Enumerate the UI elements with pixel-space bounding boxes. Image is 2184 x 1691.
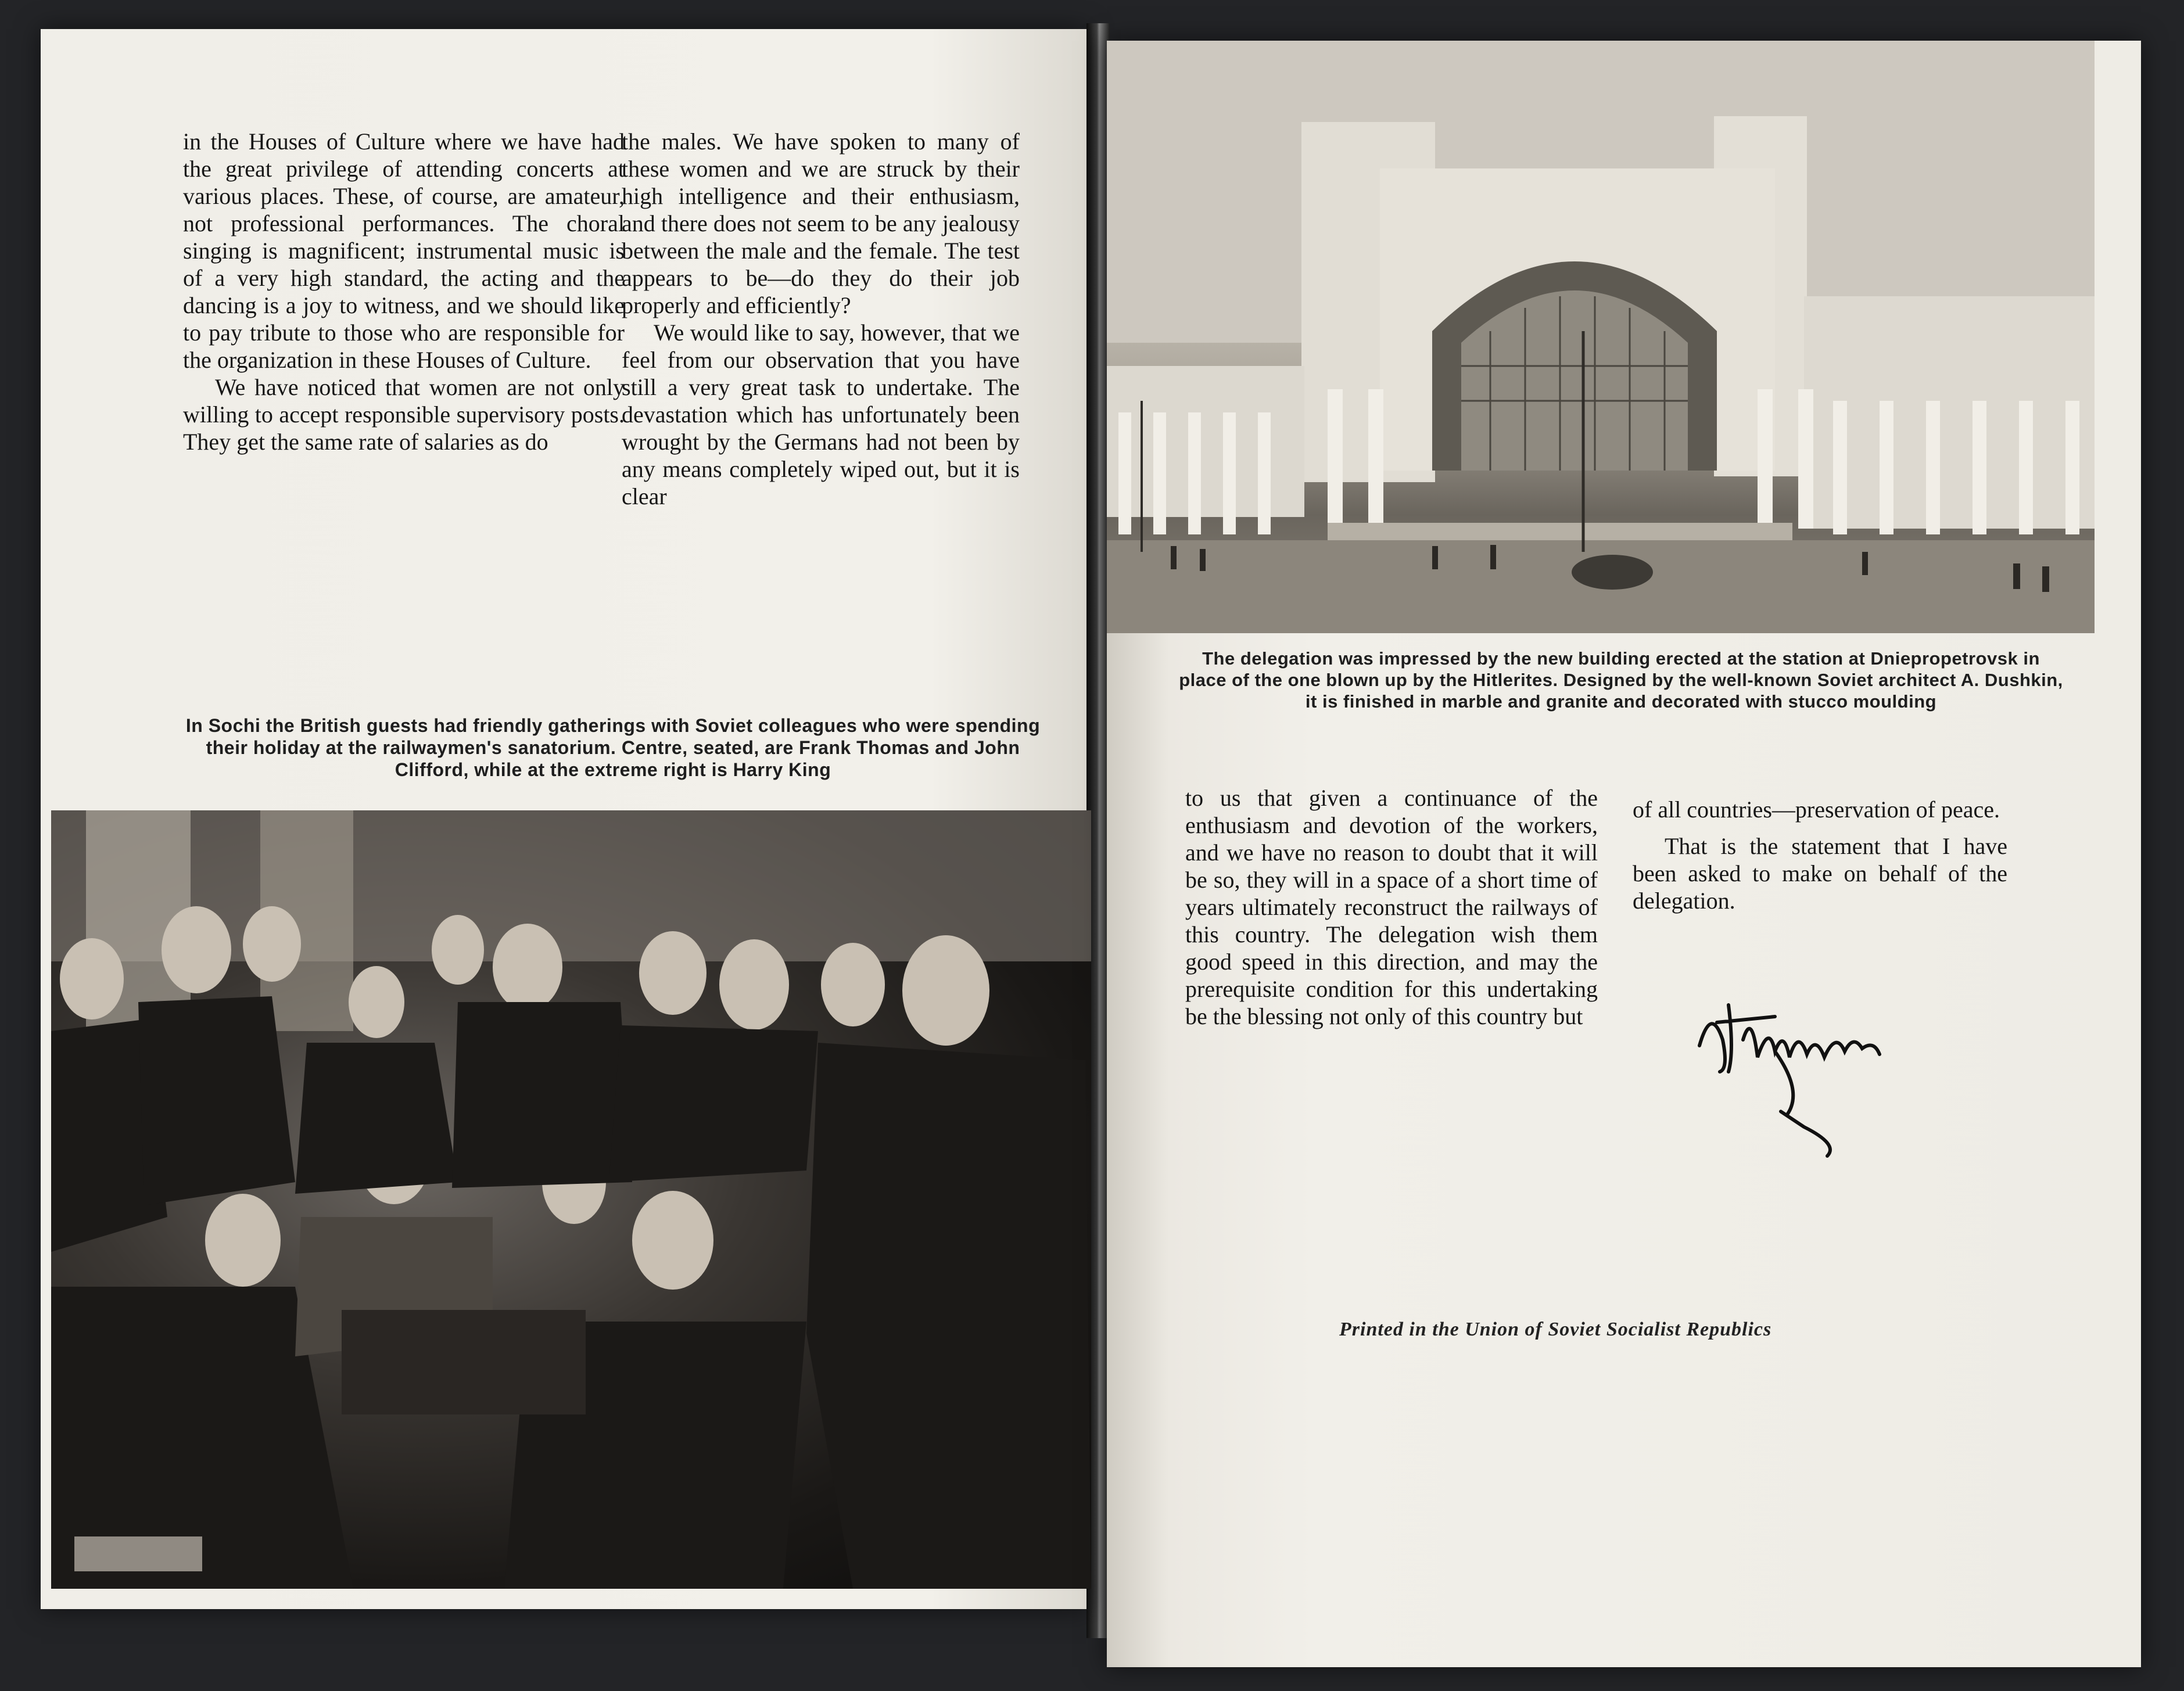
left-col1-paragraph-2: We have noticed that women are not only willing to accept responsible supervisory posts. They get the same rate of salaries as do bbox=[183, 374, 625, 455]
right-col1-paragraph: to us that given a continuance of the enthusiasm and devotion of the workers, and we have no reason to doubt that it will be so, they will in a space of a short time of years ultimately reconstruct the railways of this country. The delegation wish them good speed in this direction, and may the prerequisite condition for this undertaking be the blessing not only of this country but bbox=[1185, 785, 1598, 1029]
left-col1-paragraph-1: in the Houses of Culture where we have had the great privilege of attending concerts at various places. These, of course, are amateur, not professional performances. The choral singing is magnificent; instrumental music is of a very high standard, the acting and the dancing is a joy to witness, and we should like to pay tribute to those who are responsible for the organization in these Houses of Culture. bbox=[183, 128, 625, 373]
station-photo-caption: The delegation was impressed by the new building erected at the station at Dniepropetrovsk in place of the one blown up by the Hitlerites. Designed by the well-known Soviet architect A. Dushkin, it is finished in marble and granite and decorated with stucco moulding bbox=[1179, 648, 2063, 712]
group-photo bbox=[51, 810, 1091, 1589]
group-photo-caption: In Sochi the British guests had friendly gatherings with Soviet colleagues who were spending their holiday at the railwaymen's sanatorium. Centre, seated, are Frank Thomas and John Clifford, while at the extreme right is Harry King bbox=[185, 715, 1041, 780]
right-page bbox=[1107, 41, 2141, 1667]
left-column-2 bbox=[622, 128, 1020, 510]
right-col2-paragraph-1: of all countries—preservation of peace. bbox=[1633, 796, 2000, 823]
left-column-1 bbox=[183, 128, 625, 455]
right-column-1 bbox=[1185, 784, 1598, 1030]
signature bbox=[1688, 970, 1932, 1162]
left-col2-paragraph-2: We would like to say, however, that we feel from our observation that you have still a very great task to undertake. The devastation which has unfortunately been wrought by the Germans had not been by any means completely wiped out, but it is clear bbox=[622, 319, 1020, 509]
station-photo bbox=[1107, 41, 2095, 633]
right-col2-paragraph-2: That is the statement that I have been asked to make on behalf of the delegation. bbox=[1633, 833, 2007, 914]
right-column-2 bbox=[1633, 796, 2007, 914]
station-photo-image bbox=[1107, 41, 2095, 633]
left-page bbox=[41, 29, 1086, 1609]
left-col2-paragraph-1: the males. We have spoken to many of these women and we are struck by their high intelligence and their enthusiasm, and there does not seem to be any jealousy between the male and the female. The test appears to be—do they do their job properly and efficiently? bbox=[622, 128, 1020, 318]
printed-in-ussr: Printed in the Union of Soviet Socialist Republics bbox=[1339, 1319, 1772, 1340]
group-photo-image bbox=[51, 810, 1091, 1589]
